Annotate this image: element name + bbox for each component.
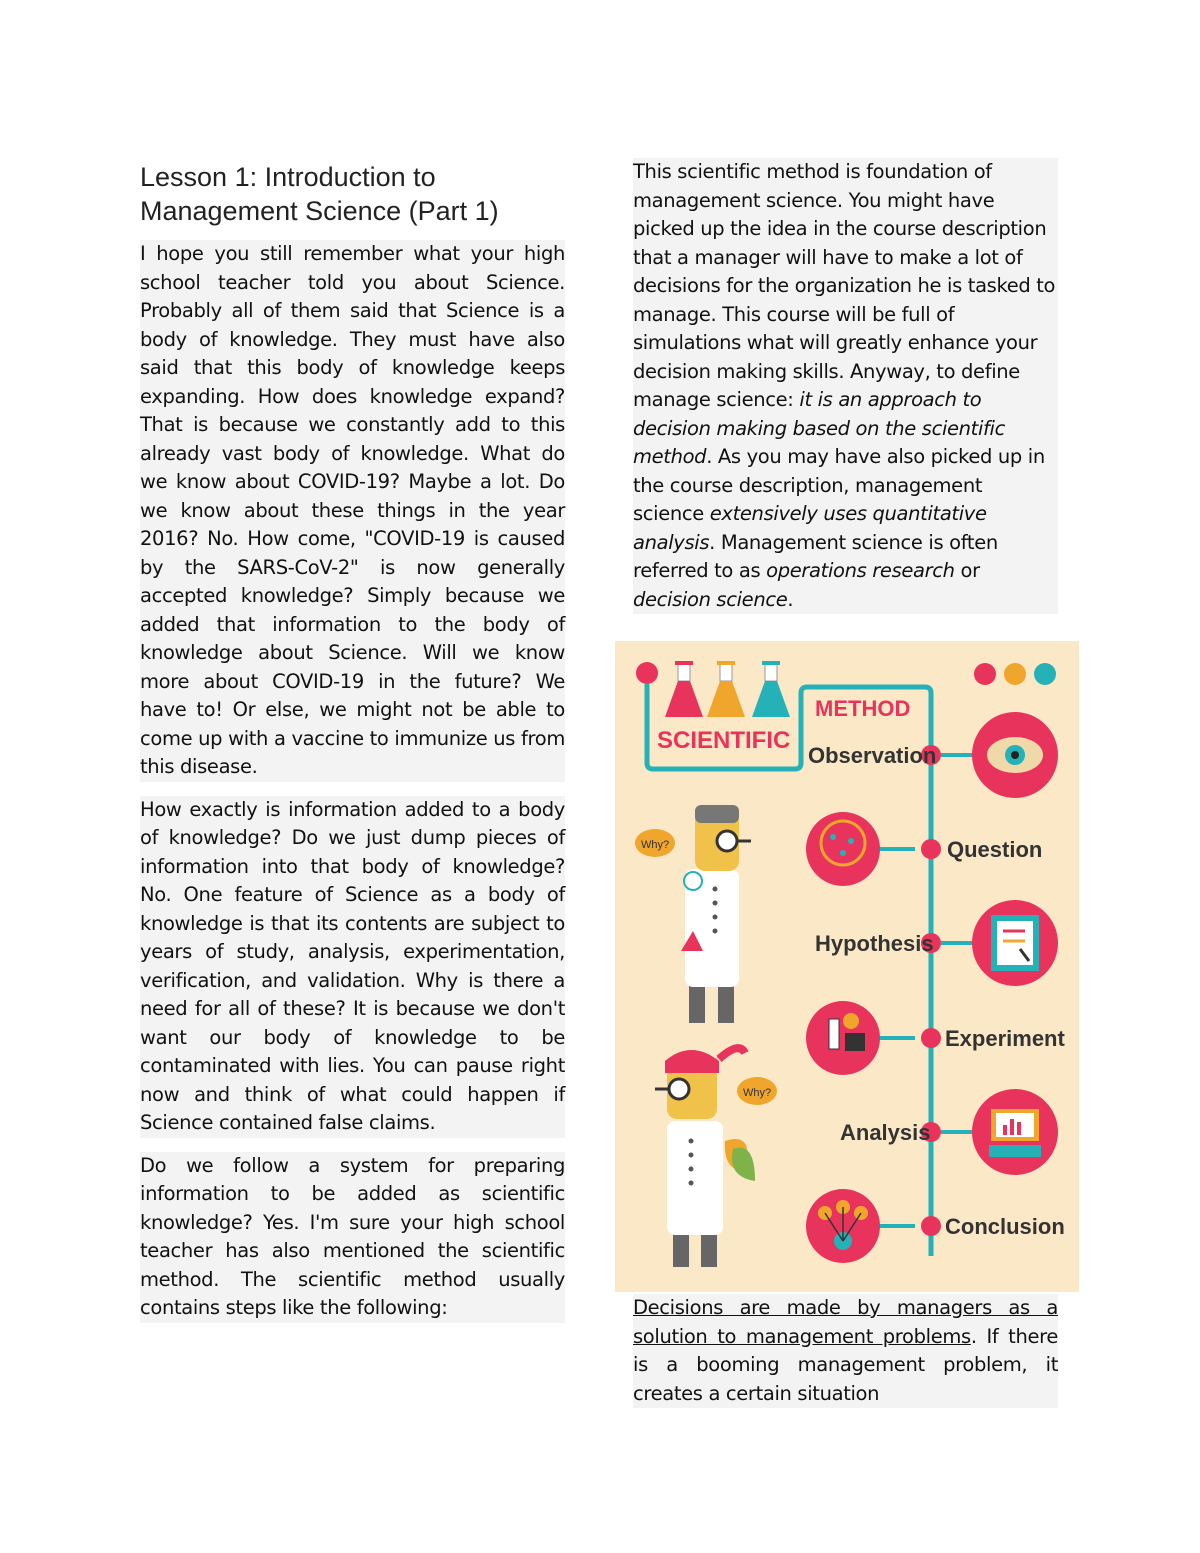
right-column bbox=[633, 158, 1058, 614]
step-label-hypothesis: Hypothesis bbox=[815, 931, 934, 956]
heading-scientific: SCIENTIFIC bbox=[657, 727, 791, 754]
lab-equipment-icon bbox=[806, 1001, 880, 1075]
teal-dot-icon bbox=[1034, 663, 1056, 685]
step-label-observation: Observation bbox=[808, 743, 937, 768]
title-line-1: Lesson 1: Introduction to bbox=[140, 162, 436, 192]
operations-research-emphasis: operations research bbox=[766, 559, 955, 582]
step-label-conclusion: Conclusion bbox=[945, 1214, 1065, 1239]
text-segment: . As you may have also picked up in the course description, management science bbox=[633, 445, 1045, 525]
paragraph-3: Do we follow a system for preparing information to be added as scientific knowledge? Yes. I'm sure your high school teacher has also mentioned the scientific method. The scientific method usually contains steps like the following: bbox=[140, 1152, 565, 1323]
decisions-paragraph bbox=[633, 1294, 1058, 1408]
lesson-title bbox=[140, 160, 565, 228]
decisions-underlined-text: Decisions are made by managers as a solution to management problems bbox=[633, 1296, 1058, 1348]
text-segment: . Management science is often referred to as bbox=[633, 530, 998, 582]
pink-dot-icon bbox=[636, 662, 658, 684]
heading-method: METHOD bbox=[815, 696, 911, 721]
definition-paragraph bbox=[633, 158, 1058, 614]
step-label-analysis: Analysis bbox=[840, 1120, 931, 1145]
left-column bbox=[140, 160, 565, 1337]
title-line-2: Management Science (Part 1) bbox=[140, 196, 499, 226]
speech-bubble-2-text: Why? bbox=[743, 1087, 772, 1099]
brain-icon bbox=[806, 812, 880, 886]
step-label-experiment: Experiment bbox=[945, 1026, 1065, 1051]
paragraph-2: How exactly is information added to a body of knowledge? Do we just dump pieces of information into that body of knowledge? No. One feature of Science as a body of knowledge is that its contents are subject to years of study, analysis, experimentation, verification, and validation. Why is there a need for all of these? It is because we don't want our body of knowledge to be contaminated with lies. You can pause right now and think of what could happen if Science contained false claims. bbox=[140, 796, 565, 1138]
step-label-question: Question bbox=[947, 837, 1043, 862]
text-segment: . bbox=[787, 587, 794, 611]
decisions-rest-text: . If there is a booming management problem, it creates a certain situation bbox=[633, 1324, 1058, 1405]
scientific-method-infographic bbox=[615, 641, 1079, 1292]
pink-dot-icon bbox=[974, 663, 996, 685]
text-segment: or bbox=[954, 559, 980, 582]
definition-emphasis: it is an approach to decision making based on the scientific method bbox=[633, 388, 1005, 468]
text-segment: This scientific method is foundation of management science. You might have picked up the idea in the course description that a manager will have to make a lot of decisions for the organization he is tasked to manage. This course will be full of simulations what will greatly enhance your decision making skills. Anyway, to define manage science: bbox=[633, 160, 1056, 411]
quantitative-emphasis: extensively uses quantitative analysis bbox=[633, 502, 987, 554]
paragraph-1: I hope you still remember what your high school teacher told you about Science. Probably all of them said that Science is a body of knowledge. They must have also said that this body of knowledge keeps expanding. How does knowledge expand? That is because we constantly add to this already vast body of knowledge. What do we know about COVID-19? Maybe a lot. Do we know about these things in the year 2016? No. How come, "COVID-19 is caused by the SARS-CoV-2" is now generally accepted knowledge? Simply because we added that information to the body of knowledge about Science. Will we know more about COVID-19 in the future? We have to! Or else, we might not be able to come up with a vaccine to immunize us from this disease. bbox=[140, 240, 565, 782]
speech-bubble-1-text: Why? bbox=[641, 839, 670, 851]
decision-science-emphasis: decision science bbox=[633, 587, 788, 611]
orange-dot-icon bbox=[1004, 663, 1026, 685]
